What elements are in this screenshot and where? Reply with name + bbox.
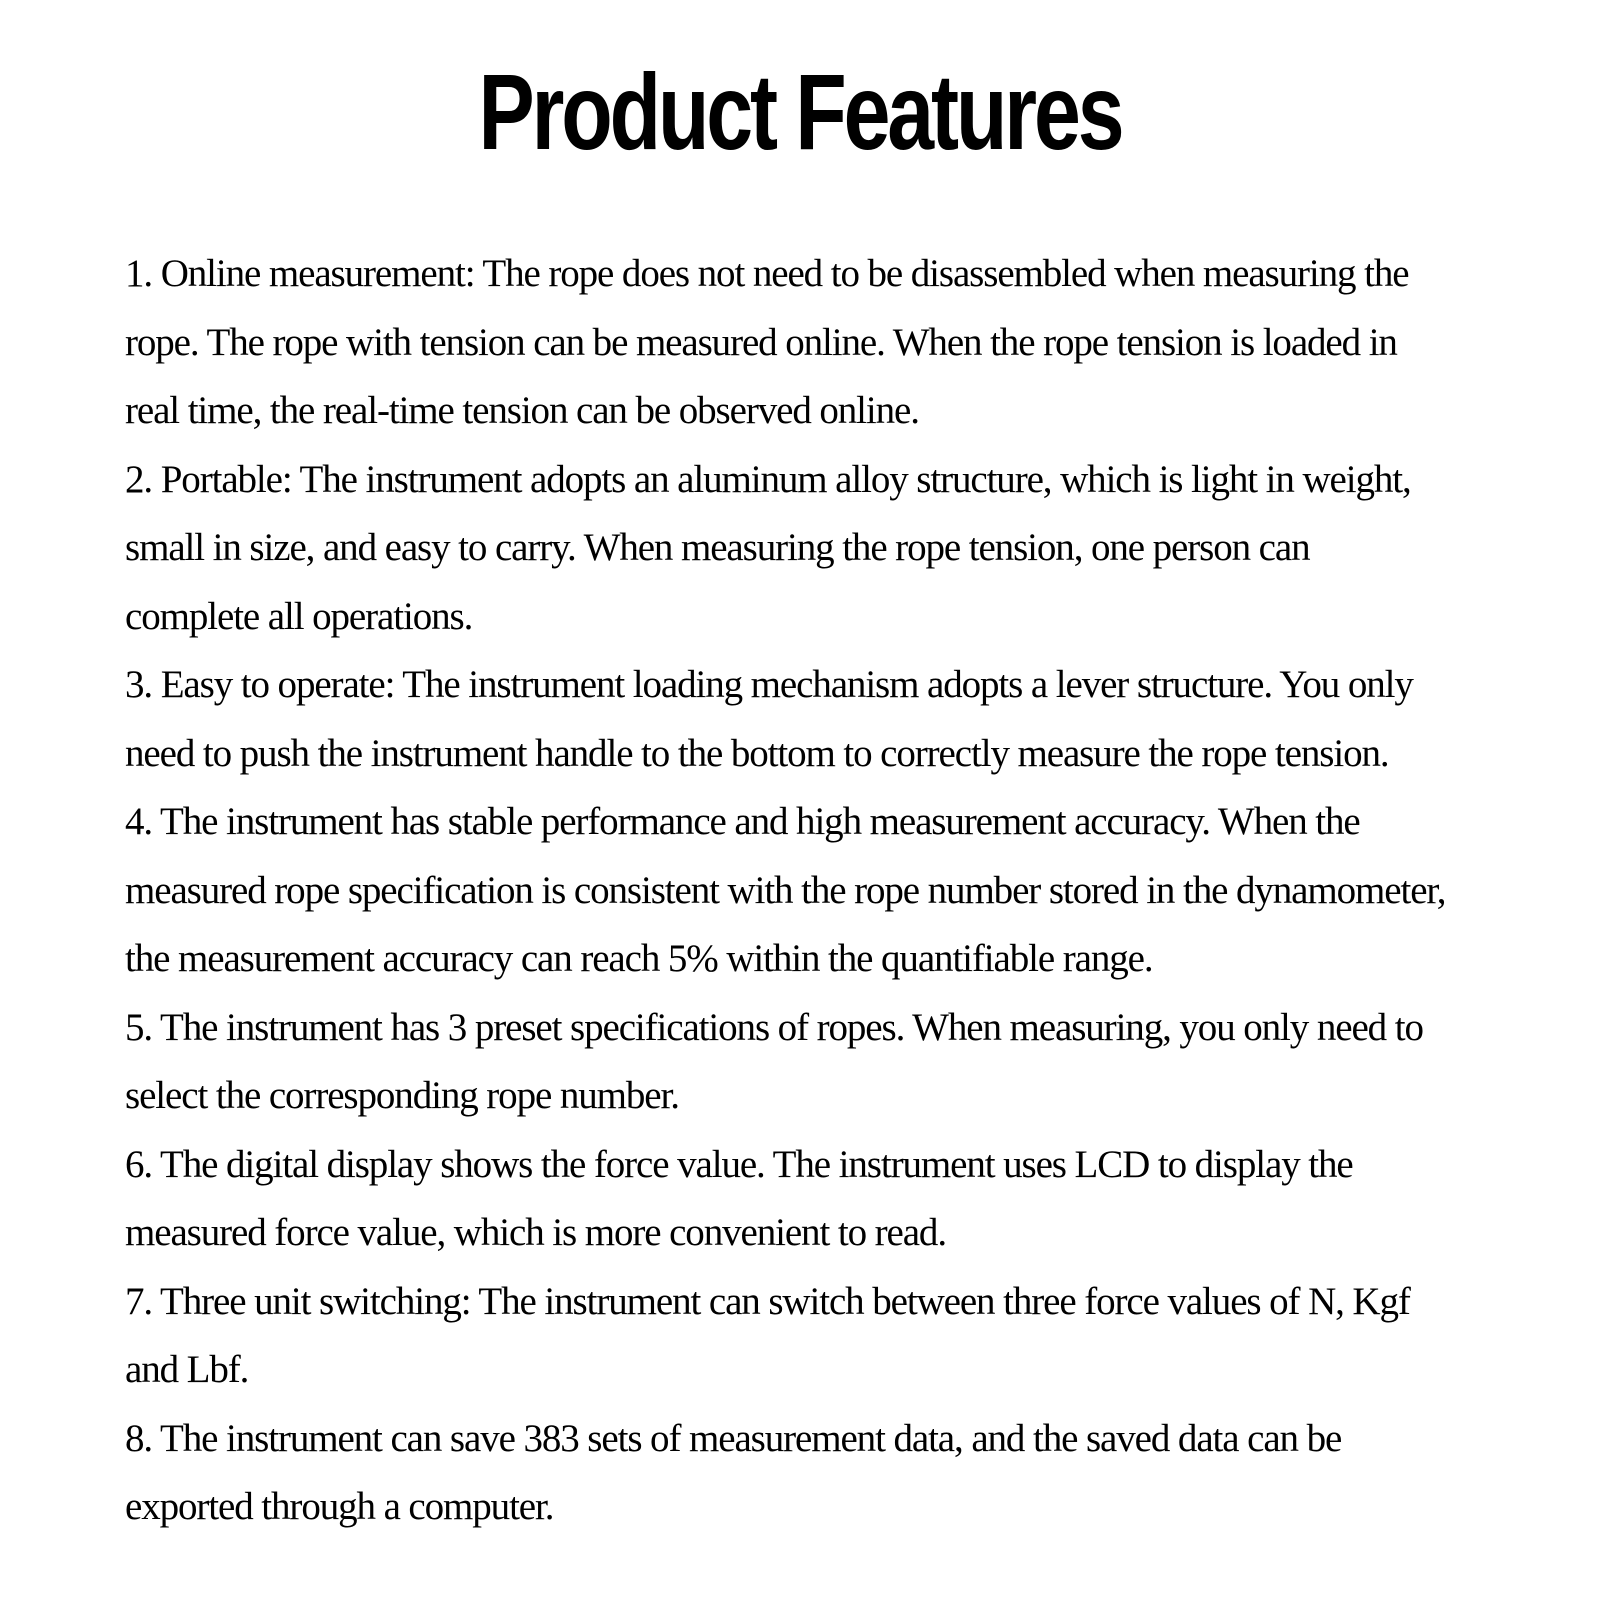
feature-3-line-1: 3. Easy to operate: The instrument loading mechanism adopts a lever structure. You only [125, 663, 1413, 706]
feature-2-line-2: small in size, and easy to carry. When measuring the rope tension, one person can [125, 526, 1310, 569]
feature-6-line-2: measured force value, which is more convenient to read. [125, 1211, 946, 1254]
feature-item-4 [125, 788, 1525, 994]
feature-8-line-1: 8. The instrument can save 383 sets of measurement data, and the saved data can be [125, 1416, 1342, 1460]
feature-3-line-2: need to push the instrument handle to the bottom to correctly measure the rope tension. [125, 731, 1389, 775]
feature-6-line-1: 6. The digital display shows the force value. The instrument uses LCD to display the [125, 1142, 1353, 1186]
feature-1-line-3: real time, the real-time tension can be observed online. [125, 389, 919, 432]
feature-item-2 [125, 446, 1525, 652]
feature-7-line-2: and Lbf. [125, 1348, 249, 1391]
feature-item-3 [125, 651, 1525, 788]
feature-1-line-1: 1. Online measurement: The rope does not need to be disassembled when measuring the [125, 252, 1409, 295]
feature-item-5 [125, 994, 1525, 1131]
page-title: Product Features [478, 51, 1122, 172]
feature-4-line-1: 4. The instrument has stable performance and high measurement accuracy. When the [125, 800, 1360, 843]
feature-2-line-1: 2. Portable: The instrument adopts an aluminum alloy structure, which is light in weight, [125, 457, 1411, 501]
feature-7-line-1: 7. Three unit switching: The instrument can switch between three force values of N, Kgf [125, 1279, 1410, 1323]
feature-4-line-2: measured rope specification is consistent with the rope number stored in the dynamometer, [125, 868, 1446, 912]
feature-item-8 [125, 1405, 1525, 1542]
feature-8-line-2: exported through a computer. [125, 1485, 554, 1528]
feature-item-6 [125, 1131, 1525, 1268]
feature-5-line-1: 5. The instrument has 3 preset specifications of ropes. When measuring, you only need to [125, 1005, 1423, 1049]
feature-1-line-2: rope. The rope with tension can be measured online. When the rope tension is loaded in [125, 320, 1397, 364]
feature-4-line-3: the measurement accuracy can reach 5% within the quantifiable range. [125, 937, 1153, 980]
feature-list [125, 240, 1525, 1542]
feature-5-line-2: select the corresponding rope number. [125, 1074, 679, 1117]
feature-item-7 [125, 1268, 1525, 1405]
feature-2-line-3: complete all operations. [125, 594, 473, 638]
feature-item-1 [125, 240, 1525, 446]
